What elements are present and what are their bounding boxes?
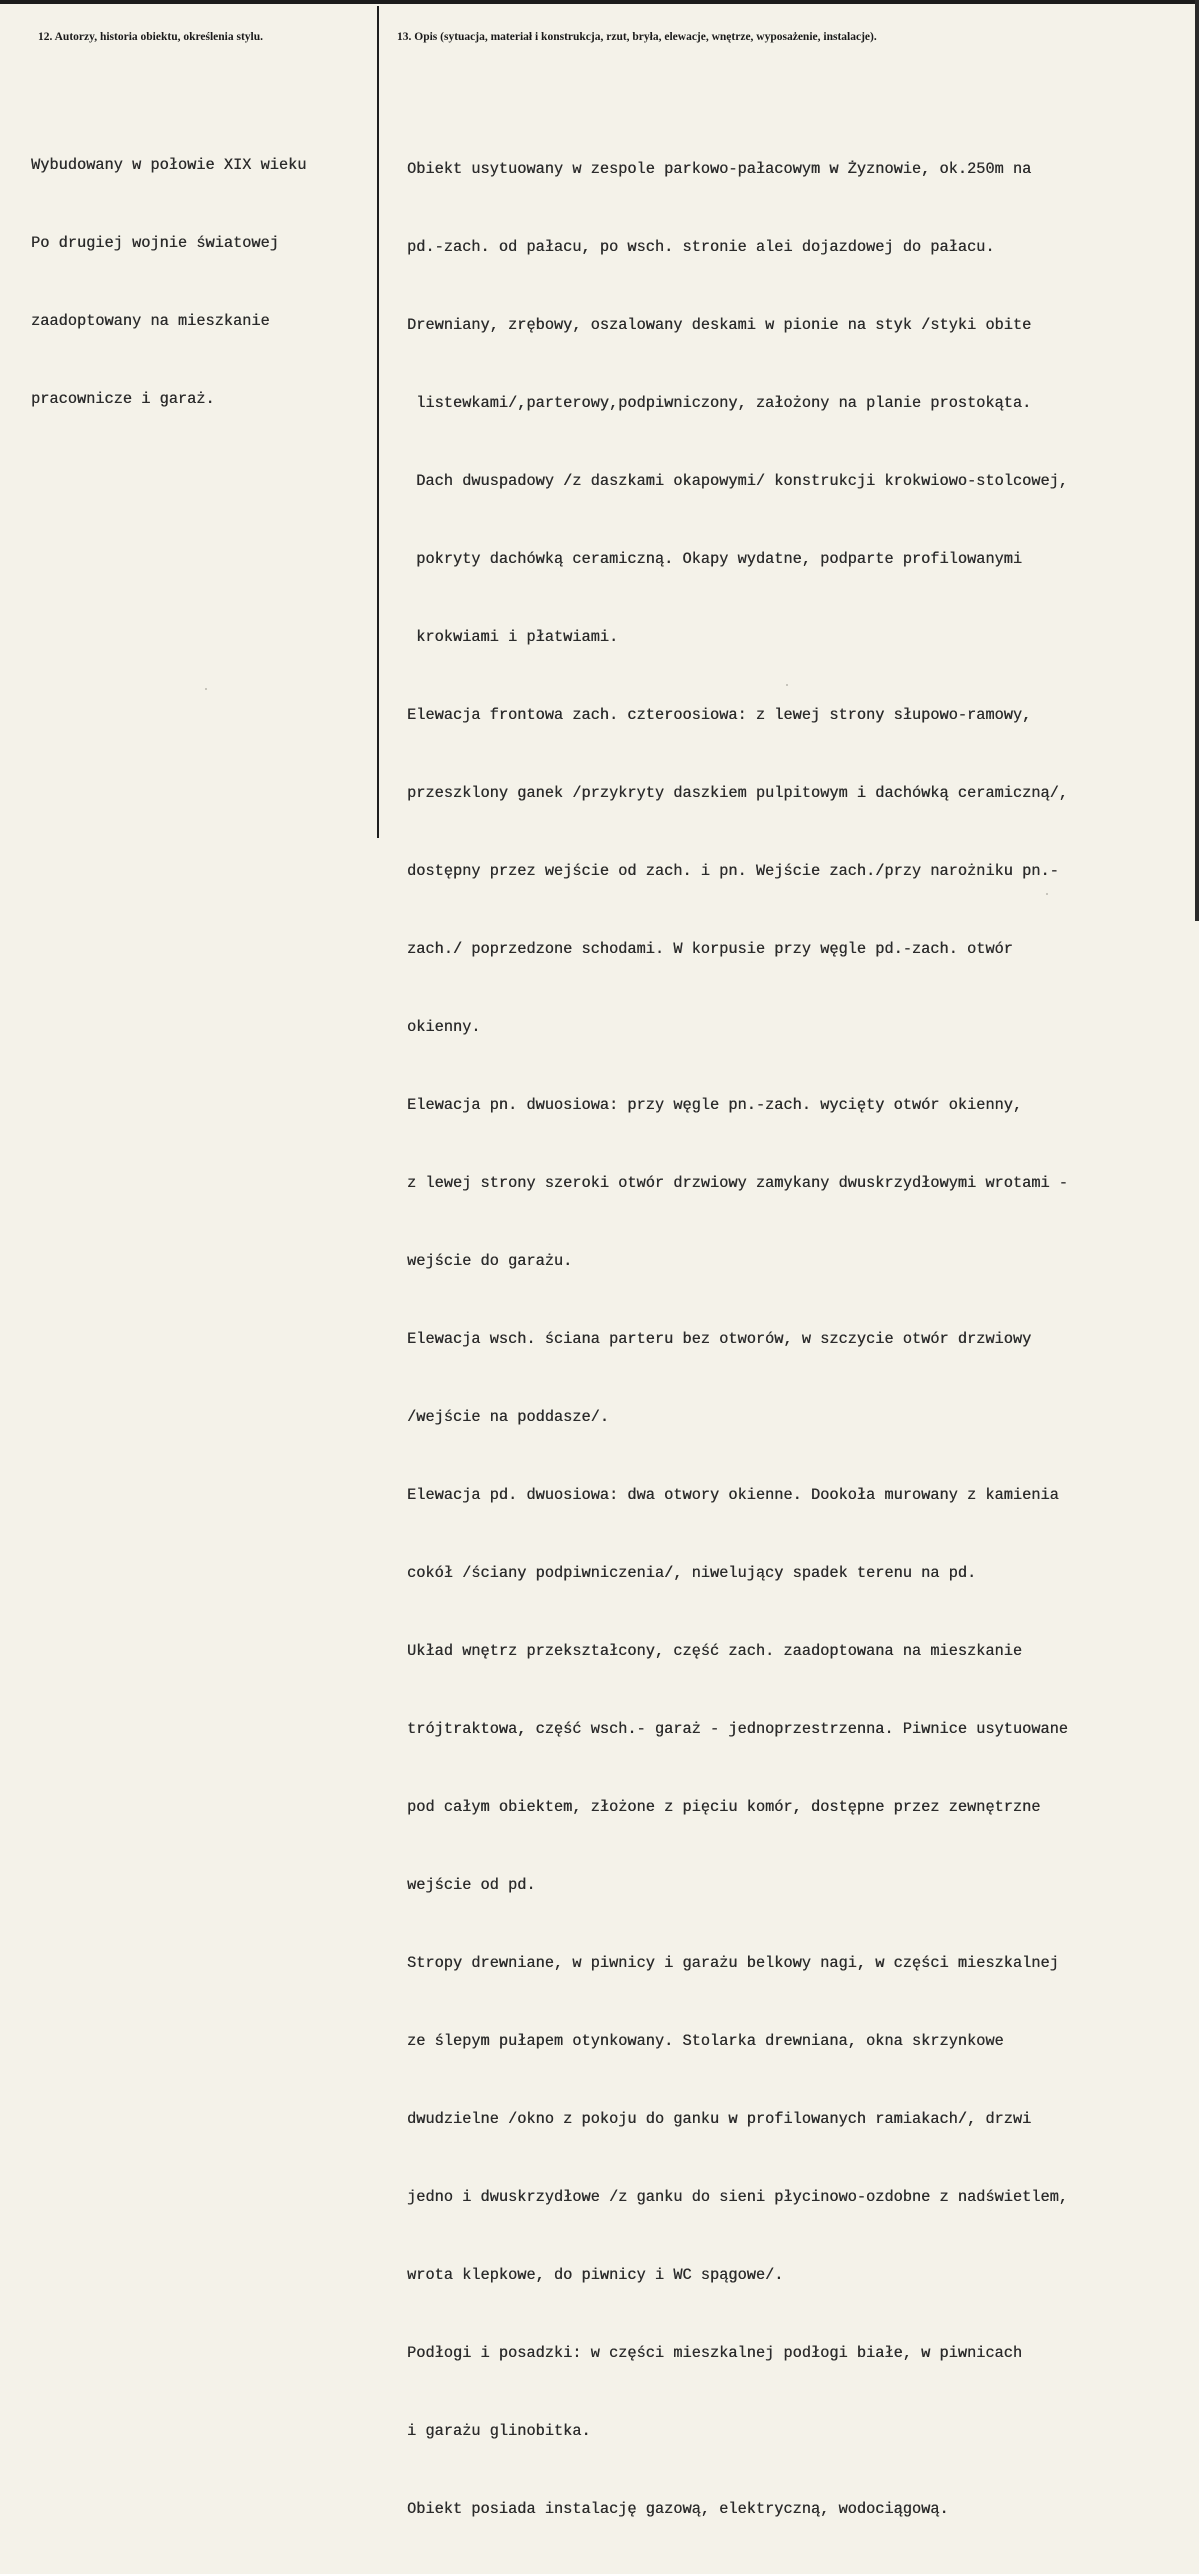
text-line: Drewniany, zrębowy, oszalowany deskami w pionie na styk /styki obite xyxy=(407,316,1032,334)
text-line: dostępny przez wejście od zach. i pn. Wejście zach./przy narożniku pn.- xyxy=(407,862,1059,880)
paper-speck xyxy=(786,684,788,686)
text-line: pokryty dachówką ceramiczną. Okapy wydatne, podparte profilowanymi xyxy=(407,550,1023,568)
right-border-line xyxy=(1195,0,1199,921)
text-line: Elewacja wsch. ściana parteru bez otworów, w szczycie otwór drzwiowy xyxy=(407,1330,1032,1348)
section-13-heading: 13. Opis (sytuacja, materiał i konstrukcja, rzut, bryła, elewacje, wnętrze, wyposażenie, instalacje). xyxy=(397,31,877,43)
text-line: Wybudowany w połowie XIX wieku xyxy=(31,156,307,174)
text-line: ze ślepym pułapem otynkowany. Stolarka drewniana, okna skrzynkowe xyxy=(407,2032,1004,2050)
text-line: cokół /ściany podpiwniczenia/, niwelujący spadek terenu na pd. xyxy=(407,1564,977,1582)
text-line: wrota klepkowe, do piwnicy i WC spągowe/. xyxy=(407,2266,784,2284)
text-line: wejście do garażu. xyxy=(407,1252,573,1270)
text-line: dwudzielne /okno z pokoju do ganku w profilowanych ramiakach/, drzwi xyxy=(407,2110,1032,2128)
paper-speck xyxy=(1046,893,1048,895)
text-line: Elewacja pn. dwuosiowa: przy węgle pn.-zach. wycięty otwór okienny, xyxy=(407,1096,1023,1114)
text-line: pod całym obiektem, złożone z pięciu komór, dostępne przez zewnętrzne xyxy=(407,1798,1041,1816)
column-divider-line xyxy=(377,6,379,838)
text-line: pd.-zach. od pałacu, po wsch. stronie alei dojazdowej do pałacu. xyxy=(407,238,995,256)
text-line: z lewej strony szeroki otwór drzwiowy zamykany dwuskrzydłowymi wrotami - xyxy=(407,1174,1068,1192)
text-line: okienny. xyxy=(407,1018,481,1036)
text-line: pracownicze i garaż. xyxy=(31,390,215,408)
text-line: przeszklony ganek /przykryty daszkiem pulpitowym i dachówką ceramiczną/, xyxy=(407,784,1068,802)
text-line: trójtraktowa, część wsch.- garaż - jednoprzestrzenna. Piwnice usytuowane xyxy=(407,1720,1068,1738)
text-line: Po drugiej wojnie światowej xyxy=(31,234,279,252)
text-line: Elewacja pd. dwuosiowa: dwa otwory okienne. Dookoła murowany z kamienia xyxy=(407,1486,1059,1504)
top-border-line xyxy=(0,0,1199,4)
text-line: krokwiami i płatwiami. xyxy=(407,628,619,646)
section-13-text xyxy=(407,104,1068,2574)
text-line: Obiekt posiada instalację gazową, elektryczną, wodociągową. xyxy=(407,2500,949,2518)
text-line: Elewacja frontowa zach. czteroosiowa: z lewej strony słupowo-ramowy, xyxy=(407,706,1032,724)
text-line: listewkami/,parterowy,podpiwniczony, założony na planie prostokąta. xyxy=(407,394,1032,412)
text-line: Dach dwuspadowy /z daszkami okapowymi/ konstrukcji krokwiowo-stolcowej, xyxy=(407,472,1068,490)
paper-speck xyxy=(205,688,207,690)
text-line: jedno i dwuskrzydłowe /z ganku do sieni płycinowo-ozdobne z nadświetlem, xyxy=(407,2188,1068,2206)
text-line: zach./ poprzedzone schodami. W korpusie przy węgle pd.-zach. otwór xyxy=(407,940,1013,958)
section-12-text xyxy=(31,100,306,464)
text-line: Obiekt usytuowany w zespole parkowo-pałacowym w Żyznowie, ok.250m na xyxy=(407,160,1032,178)
text-line: Układ wnętrz przekształcony, część zach. zaadoptowana na mieszkanie xyxy=(407,1642,1023,1660)
text-line: Podłogi i posadzki: w części mieszkalnej podłogi białe, w piwnicach xyxy=(407,2344,1023,2362)
text-line: zaadoptowany na mieszkanie xyxy=(31,312,270,330)
text-line: /wejście na poddasze/. xyxy=(407,1408,609,1426)
section-12-heading: 12. Autorzy, historia obiektu, określenia stylu. xyxy=(38,31,264,43)
text-line: i garażu glinobitka. xyxy=(407,2422,591,2440)
text-line: Stropy drewniane, w piwnicy i garażu belkowy nagi, w części mieszkalnej xyxy=(407,1954,1059,1972)
text-line: wejście od pd. xyxy=(407,1876,536,1894)
